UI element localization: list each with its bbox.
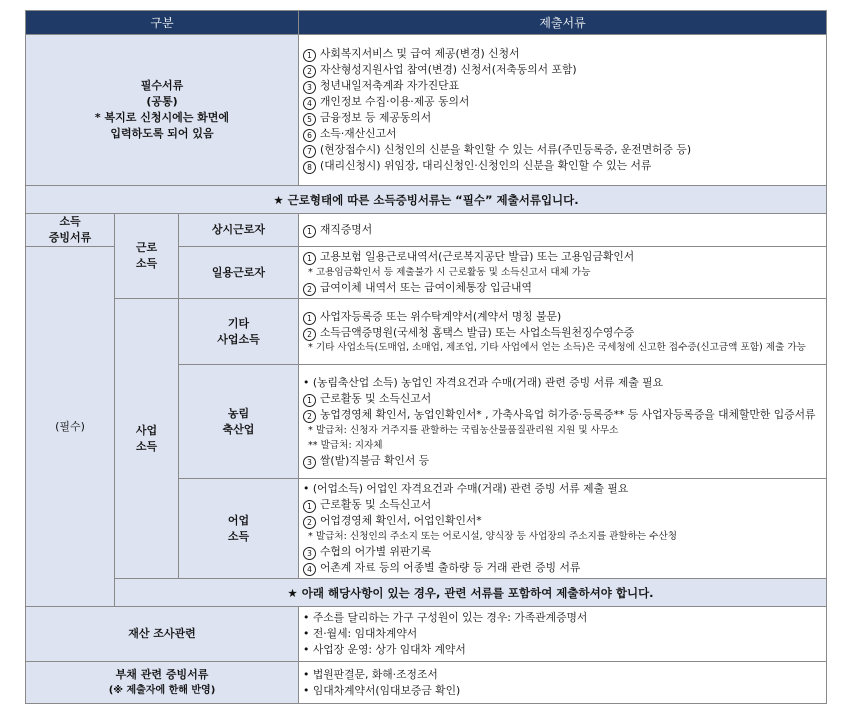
list-item: 1 근로활동 및 소득신고서 xyxy=(303,497,822,513)
list-item: 1 재직증명서 xyxy=(303,222,822,238)
notice-optional: ★ 아래 해당사항이 있는 경우, 관련 서류를 포함하여 제출하셔야 합니다. xyxy=(115,579,827,607)
bullet-item: • 주소를 달리하는 가구 구성원이 있는 경우: 가족관계증명서 xyxy=(303,611,588,624)
daily-worker-label: 일용근로자 xyxy=(179,247,299,299)
income-proof-label: 소득 증빙서류 xyxy=(26,214,115,247)
labor-income-label: 근로 소득 xyxy=(115,214,179,299)
notice-row-1 xyxy=(26,186,827,214)
list-item: 4 개인정보 수집·이용·제공 동의서 xyxy=(303,94,822,110)
notice-row-2 xyxy=(26,579,827,607)
list-item: 1 근로활동 및 소득신고서 xyxy=(303,391,822,407)
list-item: 2 농업경영체 확인서, 농업인확인서* , 가축사육업 허가증·등록증** 등 사업자등록증을 대체할만한 입증서류 xyxy=(303,407,822,423)
list-item: 3 청년내일저축계좌 자가진단표 xyxy=(303,78,822,94)
list-note: ** 발급처: 지자체 xyxy=(308,439,383,451)
property-row xyxy=(26,607,827,662)
bullet-item: • 임대차계약서(임대보증금 확인) xyxy=(303,683,461,697)
farm-docs xyxy=(299,365,827,479)
other-business-label: 기타 사업소득 xyxy=(179,299,299,365)
business-income-label: 사업 소득 xyxy=(115,299,179,579)
regular-worker-label: 상시근로자 xyxy=(179,214,299,247)
list-item: 3 쌀(밭)직불금 확인서 등 xyxy=(303,453,822,469)
list-note: * 발급처: 신청자 거주지를 관할하는 국립농산물품질관리원 지원 및 사무소 xyxy=(308,424,619,436)
property-label: 재산 조사관련 xyxy=(26,607,299,662)
list-item: 2 어업경영체 확인서, 어업인확인서* xyxy=(303,513,822,529)
list-item: 6 소득·재산신고서 xyxy=(303,126,822,142)
other-business-docs xyxy=(299,299,827,365)
daily-worker-docs xyxy=(299,247,827,299)
bullet-item: • (어업소득) 어업인 자격요건과 수매(거래) 관련 증빙 서류 제출 필요 xyxy=(303,482,629,495)
list-item: 2 자산형성지원사업 참여(변경) 신청서(저축동의서 포함) xyxy=(303,62,822,78)
document-table xyxy=(25,10,827,704)
list-item: 1 고용보험 일용근로내역서(근로복지공단 발급) 또는 고용임금확인서 xyxy=(303,249,822,265)
list-item: 5 금융정보 등 제공동의서 xyxy=(303,110,822,126)
debt-label: 부채 관련 증빙서류 (※ 제출자에 한해 반영) xyxy=(26,662,299,704)
required-list xyxy=(299,35,827,186)
fishery-docs xyxy=(299,479,827,579)
list-note: * 고용임금확인서 등 제출불가 시 근로활동 및 소득신고서 대체 가능 xyxy=(308,267,591,278)
header-documents: 제출서류 xyxy=(299,11,827,35)
list-item: 2 소득금액증명원(국세청 홈택스 발급) 또는 사업소득원천징수영수증 xyxy=(303,325,822,341)
list-item: 1 사회복지서비스 및 급여 제공(변경) 신청서 xyxy=(303,46,822,62)
required-label: 필수서류 (공통) * 복지로 신청시에는 화면에 입력하도록 되어 있음 xyxy=(26,35,299,186)
list-item: 2 급여이체 내역서 또는 급여이체통장 입금내역 xyxy=(303,280,822,296)
bullet-item: • 전·월세: 임대차계약서 xyxy=(303,627,418,640)
list-note: * 발급처: 신청인의 주소지 또는 어로시설, 양식장 등 사업장의 주소지를 관할하는 수산청 xyxy=(308,531,677,542)
property-docs xyxy=(299,607,827,662)
list-item: 8 (대리신청시) 위임장, 대리신청인·신청인의 신분을 확인할 수 있는 서류 xyxy=(303,158,822,174)
other-business-row xyxy=(26,299,827,365)
list-item: 7 (현장접수시) 신청인의 신분을 확인할 수 있는 서류(주민등록증, 운전면허증 등) xyxy=(303,142,822,158)
required-row xyxy=(26,35,827,186)
list-item: 1 사업자등록증 또는 위수탁계약서(계약서 명칭 불문) xyxy=(303,309,822,325)
debt-docs xyxy=(299,662,827,704)
notice-income: ★ 근로형태에 따른 소득증빙서류는 “필수” 제출서류입니다. xyxy=(26,186,827,214)
bullet-item: • 사업장 운영: 상가 임대차 계약서 xyxy=(303,643,466,656)
header-category: 구분 xyxy=(26,11,299,35)
income-required-label: (필수) xyxy=(26,247,115,607)
list-note: * 기타 사업소득(도매업, 소매업, 제조업, 기타 사업에서 얻는 소득)은 국세청에 신고한 접수증(신고금액 포함) 제출 가능 xyxy=(308,341,806,353)
debt-row xyxy=(26,662,827,704)
regular-worker-row xyxy=(26,214,827,247)
fishery-label: 어업 소득 xyxy=(179,479,299,579)
farm-label: 농림 축산업 xyxy=(179,365,299,479)
bullet-item: • (농림축산업 소득) 농업인 자격요건과 수매(거래) 관련 증빙 서류 제출 필요 xyxy=(303,375,664,389)
regular-worker-docs xyxy=(299,214,827,247)
bullet-item: • 법원판결문, 화해·조정조서 xyxy=(303,667,438,681)
list-item: 4 어촌계 자료 등의 어종별 출하량 등 거래 관련 증빙 서류 xyxy=(303,560,822,576)
list-item: 3 수협의 어가별 위판기록 xyxy=(303,544,822,560)
header-row xyxy=(26,11,827,35)
